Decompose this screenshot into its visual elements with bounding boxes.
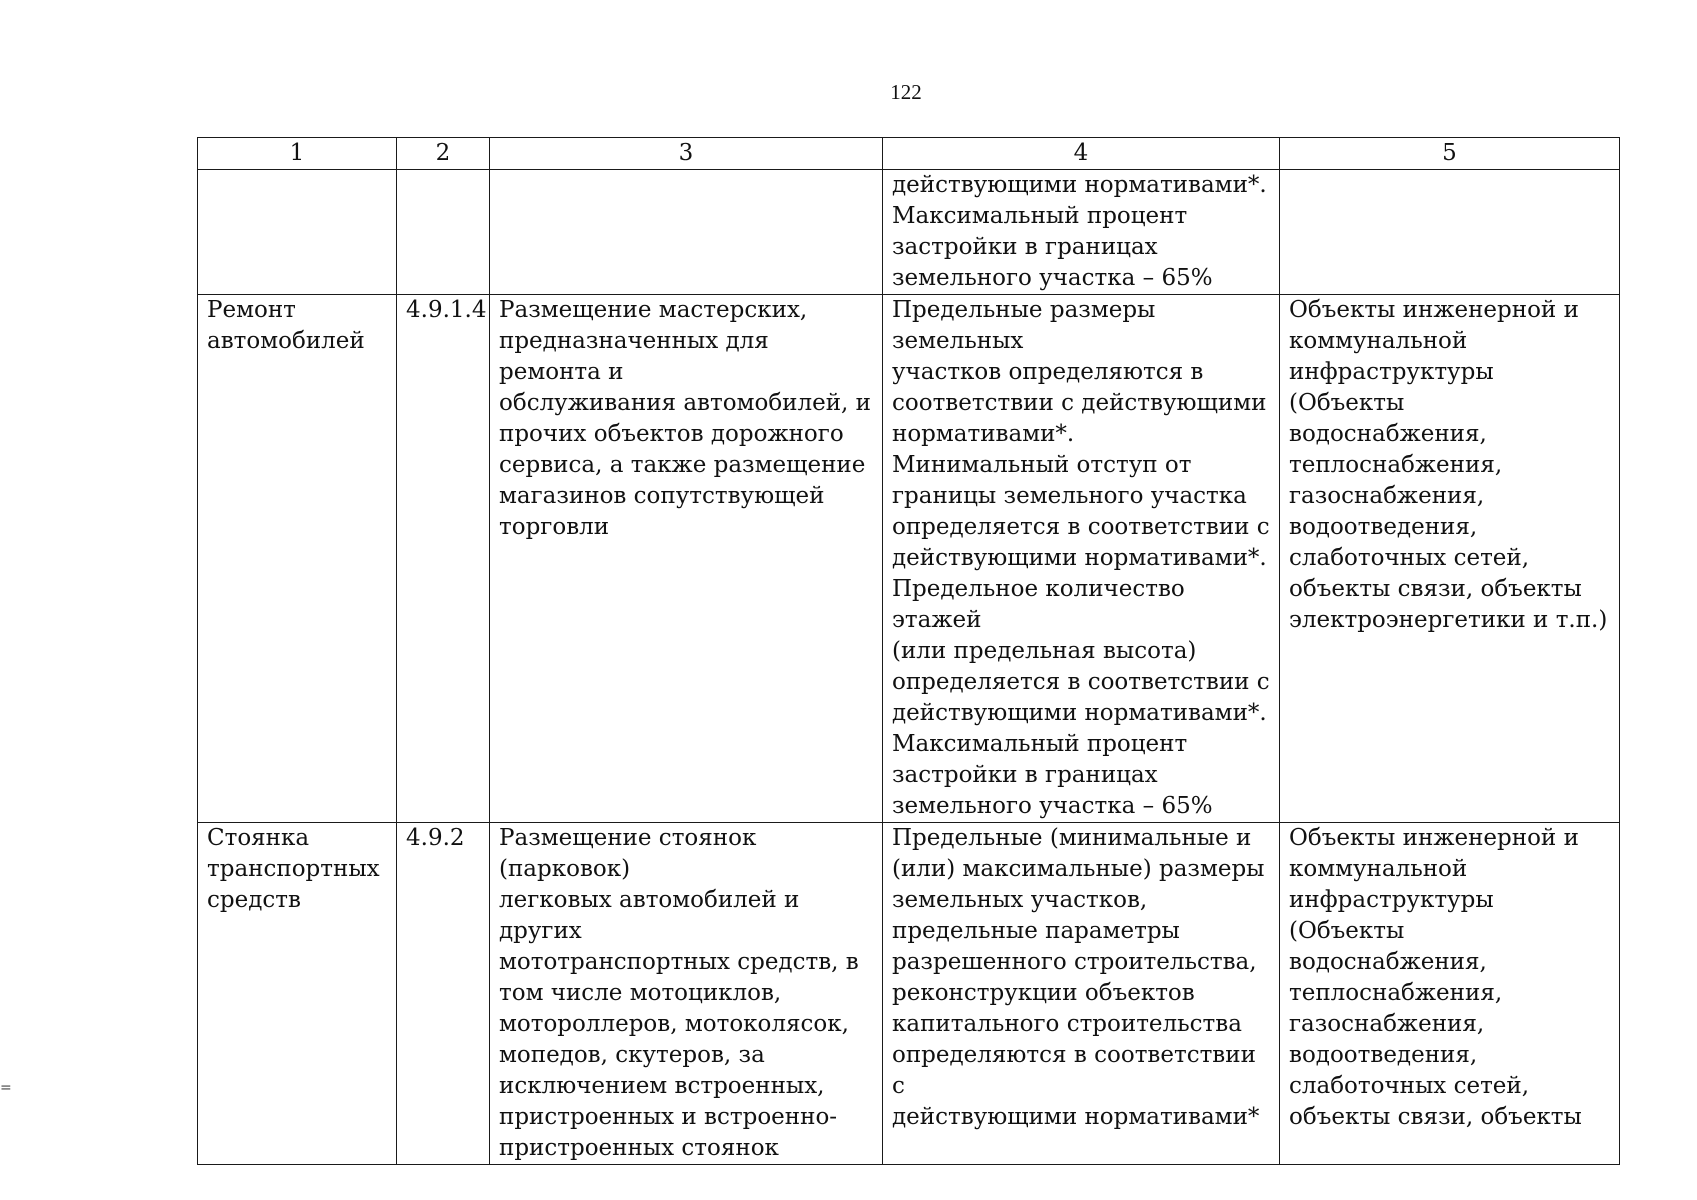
cell-parameters: Предельные размеры земельных участков определяются в соответствии с действующими нормативами*. Минимальный отступ от границы земельного участка определяется в соответствии с действующими нормативами*. Предельное количество этажей (или предельная высота) определяется в соответствии с действующими нормативами*. Максимальный процент застройки в границах земельного участка – 65% — [883, 295, 1280, 823]
table-row — [198, 170, 1620, 295]
cell-description: Размещение мастерских, предназначенных для ремонта и обслуживания автомобилей, и прочих объектов дорожного сервиса, а также размещение магазинов сопутствующей торговли — [490, 295, 883, 823]
column-header-1: 1 — [198, 138, 397, 170]
cell-name: Стоянка транспортных средств — [198, 823, 397, 1165]
column-header-4: 4 — [883, 138, 1280, 170]
cell-objects: Объекты инженерной и коммунальной инфраструктуры (Объекты водоснабжения, теплоснабжения, газоснабжения, водоотведения, слаботочных сетей, объекты связи, объекты — [1280, 823, 1620, 1165]
margin-mark: = — [0, 1080, 12, 1096]
cell-code — [397, 170, 490, 295]
page-number: 122 — [890, 80, 922, 104]
table-row — [198, 823, 1620, 1165]
cell-code: 4.9.2 — [397, 823, 490, 1165]
table-row — [198, 295, 1620, 823]
cell-name — [198, 170, 397, 295]
column-header-3: 3 — [490, 138, 883, 170]
column-header-2: 2 — [397, 138, 490, 170]
column-header-5: 5 — [1280, 138, 1620, 170]
land-use-table — [197, 137, 1620, 1165]
cell-parameters: действующими нормативами*. Максимальный процент застройки в границах земельного участка – 65% — [883, 170, 1280, 295]
cell-code: 4.9.1.4 — [397, 295, 490, 823]
cell-description — [490, 170, 883, 295]
cell-name: Ремонт автомобилей — [198, 295, 397, 823]
cell-objects — [1280, 170, 1620, 295]
cell-description: Размещение стоянок (парковок) легковых автомобилей и других мототранспортных средств, в том числе мотоциклов, мотороллеров, мотоколясок, мопедов, скутеров, за исключением встроенных, пристроенных и встроенно- пристроенных стоянок — [490, 823, 883, 1165]
table-header-row — [198, 138, 1620, 170]
cell-objects: Объекты инженерной и коммунальной инфраструктуры (Объекты водоснабжения, теплоснабжения, газоснабжения, водоотведения, слаботочных сетей, объекты связи, объекты электроэнергетики и т.п.) — [1280, 295, 1620, 823]
cell-parameters: Предельные (минимальные и (или) максимальные) размеры земельных участков, предельные параметры разрешенного строительства, реконструкции объектов капитального строительства определяются в соответствии с действующими нормативами* — [883, 823, 1280, 1165]
